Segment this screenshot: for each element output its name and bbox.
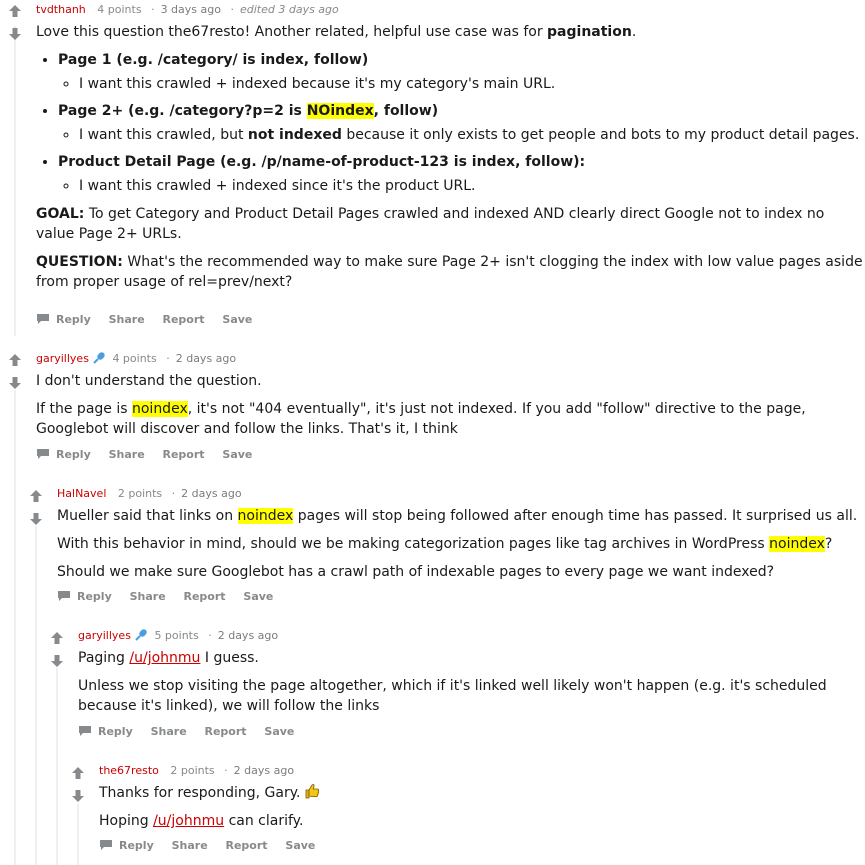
text: I want this crawled, but xyxy=(79,127,248,143)
share-button[interactable]: Share xyxy=(108,313,145,326)
edited-timestamp: edited 3 days ago xyxy=(239,3,339,16)
share-button[interactable]: Share xyxy=(129,590,166,603)
upvote-arrow-icon[interactable] xyxy=(29,489,43,503)
sub-list-item: ◦ I want this crawled + indexed because it's my category's main URL. xyxy=(79,74,865,94)
comment-paragraph xyxy=(99,811,865,831)
text: Love this question the67resto! Another related, helpful use case was for xyxy=(36,24,548,40)
comment-body xyxy=(99,783,865,839)
text: Thanks for responding, Gary. xyxy=(99,785,301,801)
reply-button[interactable] xyxy=(36,313,91,326)
text: Paging xyxy=(78,650,130,666)
microphone-icon xyxy=(134,628,148,642)
downvote-arrow-icon[interactable] xyxy=(71,789,85,803)
timestamp[interactable]: 2 days ago xyxy=(217,629,279,642)
bold-text: pagination xyxy=(547,24,632,40)
sub-list-item xyxy=(79,125,865,145)
separator-dot: · xyxy=(151,3,155,16)
list-item xyxy=(58,152,865,196)
downvote-arrow-icon[interactable] xyxy=(8,27,22,41)
comment-body xyxy=(36,22,865,300)
comment-tagline xyxy=(36,350,236,368)
reply-label: Reply xyxy=(119,839,154,852)
comment-tagline xyxy=(57,485,242,503)
save-button[interactable]: Save xyxy=(264,725,295,738)
timestamp[interactable]: 2 days ago xyxy=(233,764,295,777)
vote-controls xyxy=(29,489,43,526)
bold-text: Page 1 (e.g. /category/ is index, follow) xyxy=(58,52,369,68)
username-link[interactable]: the67resto xyxy=(99,764,159,777)
comment-body xyxy=(57,506,865,590)
points: 4 points xyxy=(97,3,142,16)
thread-line-c2[interactable] xyxy=(14,390,16,865)
report-button[interactable]: Report xyxy=(162,448,205,461)
reply-bubble-icon xyxy=(99,839,113,851)
reply-button[interactable] xyxy=(57,590,112,603)
report-button[interactable]: Report xyxy=(162,313,205,326)
report-button[interactable]: Report xyxy=(225,839,268,852)
comment-paragraph xyxy=(36,22,865,42)
highlighted-text: NOindex xyxy=(306,103,374,119)
text: can clarify. xyxy=(224,813,304,829)
comment-paragraph xyxy=(99,783,865,803)
bold-text: not indexed xyxy=(247,127,342,143)
sub-list xyxy=(58,176,865,196)
bulleted-list xyxy=(36,50,865,196)
vote-controls xyxy=(8,4,22,41)
highlighted-text: noindex xyxy=(769,536,825,552)
vote-controls xyxy=(50,631,64,668)
report-button[interactable]: Report xyxy=(204,725,247,738)
comment-paragraph xyxy=(57,506,865,526)
comment-tagline xyxy=(78,627,278,645)
reply-label: Reply xyxy=(56,313,91,326)
user-mention-link[interactable]: /u/johnmu xyxy=(153,813,225,829)
text: Page 2+ (e.g. /category?p=2 is xyxy=(58,103,307,119)
text: What's the recommended way to make sure Page 2+ isn't clogging the index with low value pages aside from proper usage of rel=prev/next? xyxy=(36,254,863,290)
comment-actions xyxy=(57,588,287,606)
list-item xyxy=(58,101,865,145)
comment-actions xyxy=(36,446,266,464)
save-button[interactable]: Save xyxy=(222,448,253,461)
text: . xyxy=(631,24,637,40)
comment-paragraph: Unless we stop visiting the page altogether, which if it's linked well likely won't happen (e.g. it's scheduled because it's linked), we will follow the links xyxy=(78,678,827,714)
microphone-icon xyxy=(92,351,106,365)
separator-dot: · xyxy=(171,487,176,500)
share-button[interactable]: Share xyxy=(108,448,145,461)
points: 4 points xyxy=(112,352,157,365)
upvote-arrow-icon[interactable] xyxy=(50,631,64,645)
thread-line-c5[interactable] xyxy=(77,804,79,865)
downvote-arrow-icon[interactable] xyxy=(29,512,43,526)
text: ? xyxy=(824,536,833,552)
upvote-arrow-icon[interactable] xyxy=(71,766,85,780)
comment-actions xyxy=(99,837,329,855)
comment-tagline xyxy=(36,1,339,19)
highlighted-text: noindex xyxy=(237,508,294,524)
save-button[interactable]: Save xyxy=(243,590,274,603)
highlighted-text: noindex xyxy=(131,401,188,417)
points: 5 points xyxy=(154,629,199,642)
save-button[interactable]: Save xyxy=(285,839,316,852)
separator-dot: · xyxy=(230,3,234,16)
timestamp[interactable]: 2 days ago xyxy=(175,352,237,365)
reply-button[interactable] xyxy=(99,839,154,852)
reply-button[interactable] xyxy=(78,725,133,738)
comment-paragraph: Should we make sure Googlebot has a crawl path of indexable pages to every page we want indexed? xyxy=(57,564,775,580)
separator-dot: · xyxy=(224,764,228,777)
thread-line-c3[interactable] xyxy=(35,526,37,865)
bold-text xyxy=(58,103,438,119)
text: With this behavior in mind, should we be making categorization pages like tag archives in WordPress xyxy=(57,536,770,552)
list-item xyxy=(58,50,865,94)
sub-list xyxy=(58,74,865,94)
username-link[interactable]: garyillyes xyxy=(36,352,89,365)
thread-line-c1[interactable] xyxy=(14,26,16,336)
comment-actions xyxy=(78,723,308,741)
username-link[interactable]: garyillyes xyxy=(78,629,131,642)
comment-paragraph xyxy=(78,648,865,668)
comment-actions xyxy=(36,311,266,329)
text: I guess. xyxy=(200,650,259,666)
comment-paragraph xyxy=(57,534,865,554)
upvote-arrow-icon[interactable] xyxy=(8,4,22,18)
points: 2 points xyxy=(117,487,163,500)
separator-dot: · xyxy=(166,352,170,365)
sub-list xyxy=(58,125,865,145)
username-link[interactable]: HalNavel xyxy=(57,487,107,500)
timestamp[interactable]: 2 days ago xyxy=(181,487,242,500)
text: pages will stop being followed after enough time has passed. It surprised us all. xyxy=(293,508,858,524)
comment-body xyxy=(78,648,865,724)
bold-text: Product Detail Page (e.g. /p/name-of-product-123 is index, follow): xyxy=(58,154,586,170)
reply-button[interactable] xyxy=(36,448,91,461)
vote-controls xyxy=(8,353,22,390)
comment-paragraph xyxy=(36,204,865,244)
text: because it only exists to get people and bots to my product detail pages. xyxy=(341,127,860,143)
thread-line-c4[interactable] xyxy=(56,668,58,865)
points: 2 points xyxy=(170,764,215,777)
comment-paragraph: I don't understand the question. xyxy=(36,373,262,389)
username-link[interactable]: tvdthanh xyxy=(36,3,86,16)
text: To get Category and Product Detail Pages crawled and indexed AND clearly direct Google not to index no value Page 2+ URLs. xyxy=(36,206,825,242)
text: Mueller said that links on xyxy=(57,508,238,524)
bold-text: GOAL: xyxy=(36,206,85,222)
downvote-arrow-icon[interactable] xyxy=(50,654,64,668)
reply-bubble-icon xyxy=(57,590,71,602)
comment-paragraph xyxy=(36,252,865,292)
comment-body xyxy=(36,371,865,447)
reply-bubble-icon xyxy=(78,725,92,737)
comment-tagline xyxy=(99,762,294,780)
user-mention-link[interactable]: /u/johnmu xyxy=(129,650,201,666)
downvote-arrow-icon[interactable] xyxy=(8,376,22,390)
share-button[interactable]: Share xyxy=(171,839,208,852)
separator-dot: · xyxy=(208,629,212,642)
vote-controls xyxy=(71,766,85,803)
comment-paragraph xyxy=(36,399,865,439)
thumbs-up-icon xyxy=(304,783,320,799)
upvote-arrow-icon[interactable] xyxy=(8,353,22,367)
text: , it's not "404 eventually", it's just not indexed. If you add "follow" directive to the page, Googlebot will discover and follow the links. That's it, I think xyxy=(36,401,806,437)
save-button[interactable]: Save xyxy=(222,313,253,326)
text: , follow) xyxy=(373,103,439,119)
sub-list-item: ◦ I want this crawled + indexed since it's the product URL. xyxy=(79,176,865,196)
share-button[interactable]: Share xyxy=(150,725,187,738)
reply-bubble-icon xyxy=(36,448,50,460)
reply-label: Reply xyxy=(77,590,112,603)
text: If the page is xyxy=(36,401,132,417)
report-button[interactable]: Report xyxy=(183,590,226,603)
text: Hoping xyxy=(99,813,154,829)
timestamp[interactable]: 3 days ago xyxy=(160,3,221,16)
bold-text: QUESTION: xyxy=(36,254,123,270)
reply-label: Reply xyxy=(56,448,91,461)
reply-label: Reply xyxy=(98,725,133,738)
reply-bubble-icon xyxy=(36,313,50,325)
